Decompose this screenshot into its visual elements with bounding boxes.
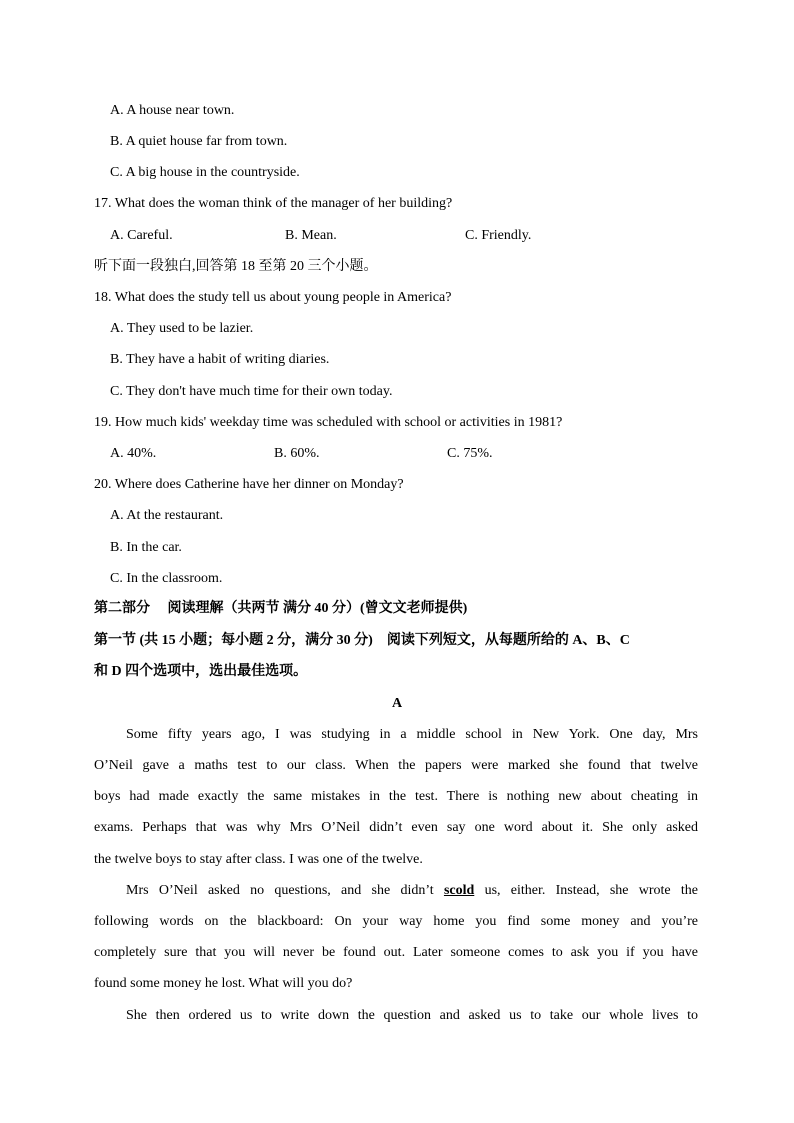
passage-p1-line4: exams. Perhaps that was why Mrs O’Neil didn’t even say one word about it. She only asked	[94, 820, 698, 835]
section1-instruction-line1: 第一节 (共 15 小题；每小题 2 分，满分 30 分) 阅读下列短文，从每题所给的 A、B、C	[94, 633, 630, 648]
q19-option-c: C. 75%.	[447, 446, 493, 461]
monologue-instruction: 听下面一段独白,回答第 18 至第 20 三个小题。	[94, 259, 378, 274]
passage-p1-line5: the twelve boys to stay after class. I was one of the twelve.	[94, 852, 423, 867]
q17-option-c: C. Friendly.	[465, 228, 532, 243]
passage-label: A	[391, 696, 403, 711]
passage-p2-line3: completely sure that you will never be found out. Later someone comes to ask you if you have	[94, 945, 698, 960]
q20-option-b: B. In the car.	[110, 540, 182, 555]
passage-p2-line1	[126, 875, 698, 906]
q16-option-b: B. A quiet house far from town.	[110, 134, 288, 149]
q17-option-b: B. Mean.	[285, 228, 337, 243]
passage-p2-line1-before: Mrs O’Neil asked no questions, and she didn’t	[126, 883, 434, 898]
q16-option-c: C. A big house in the countryside.	[110, 165, 300, 180]
q19-question: 19. How much kids' weekday time was scheduled with school or activities in 1981?	[94, 415, 563, 430]
q18-option-b: B. They have a habit of writing diaries.	[110, 352, 330, 367]
passage-p1-line3: boys had made exactly the same mistakes in the test. There is nothing new about cheating in	[94, 789, 698, 804]
passage-p2-line1-after: us, either. Instead, she wrote the	[484, 883, 699, 898]
q18-question: 18. What does the study tell us about young people in America?	[94, 290, 452, 305]
vocab-word-scold: scold	[443, 883, 475, 898]
passage-p2-line4: found some money he lost. What will you do?	[94, 976, 353, 991]
passage-p2-line2: following words on the blackboard: On your way home you find some money and you’re	[94, 914, 698, 929]
q20-question: 20. Where does Catherine have her dinner on Monday?	[94, 477, 404, 492]
part2-title: 第二部分 阅读理解（共两节 满分 40 分）(曾文文老师提供)	[94, 601, 468, 616]
q16-option-a: A. A house near town.	[110, 103, 235, 118]
q17-question: 17. What does the woman think of the manager of her building?	[94, 196, 453, 211]
q20-option-a: A. At the restaurant.	[110, 508, 224, 523]
q19-option-a: A. 40%.	[110, 446, 157, 461]
q17-option-a: A. Careful.	[110, 228, 173, 243]
passage-p1-line2: O’Neil gave a maths test to our class. When the papers were marked she found that twelve	[94, 758, 698, 773]
passage-p1-line1: Some fifty years ago, I was studying in a middle school in New York. One day, Mrs	[126, 727, 698, 742]
q20-option-c: C. In the classroom.	[110, 571, 223, 586]
passage-p3-line1: She then ordered us to write down the question and asked us to take our whole lives to	[126, 1008, 698, 1023]
section1-instruction-line2: 和 D 四个选项中，选出最佳选项。	[94, 664, 308, 679]
q18-option-a: A. They used to be lazier.	[110, 321, 254, 336]
q19-option-b: B. 60%.	[274, 446, 320, 461]
q18-option-c: C. They don't have much time for their own today.	[110, 384, 393, 399]
